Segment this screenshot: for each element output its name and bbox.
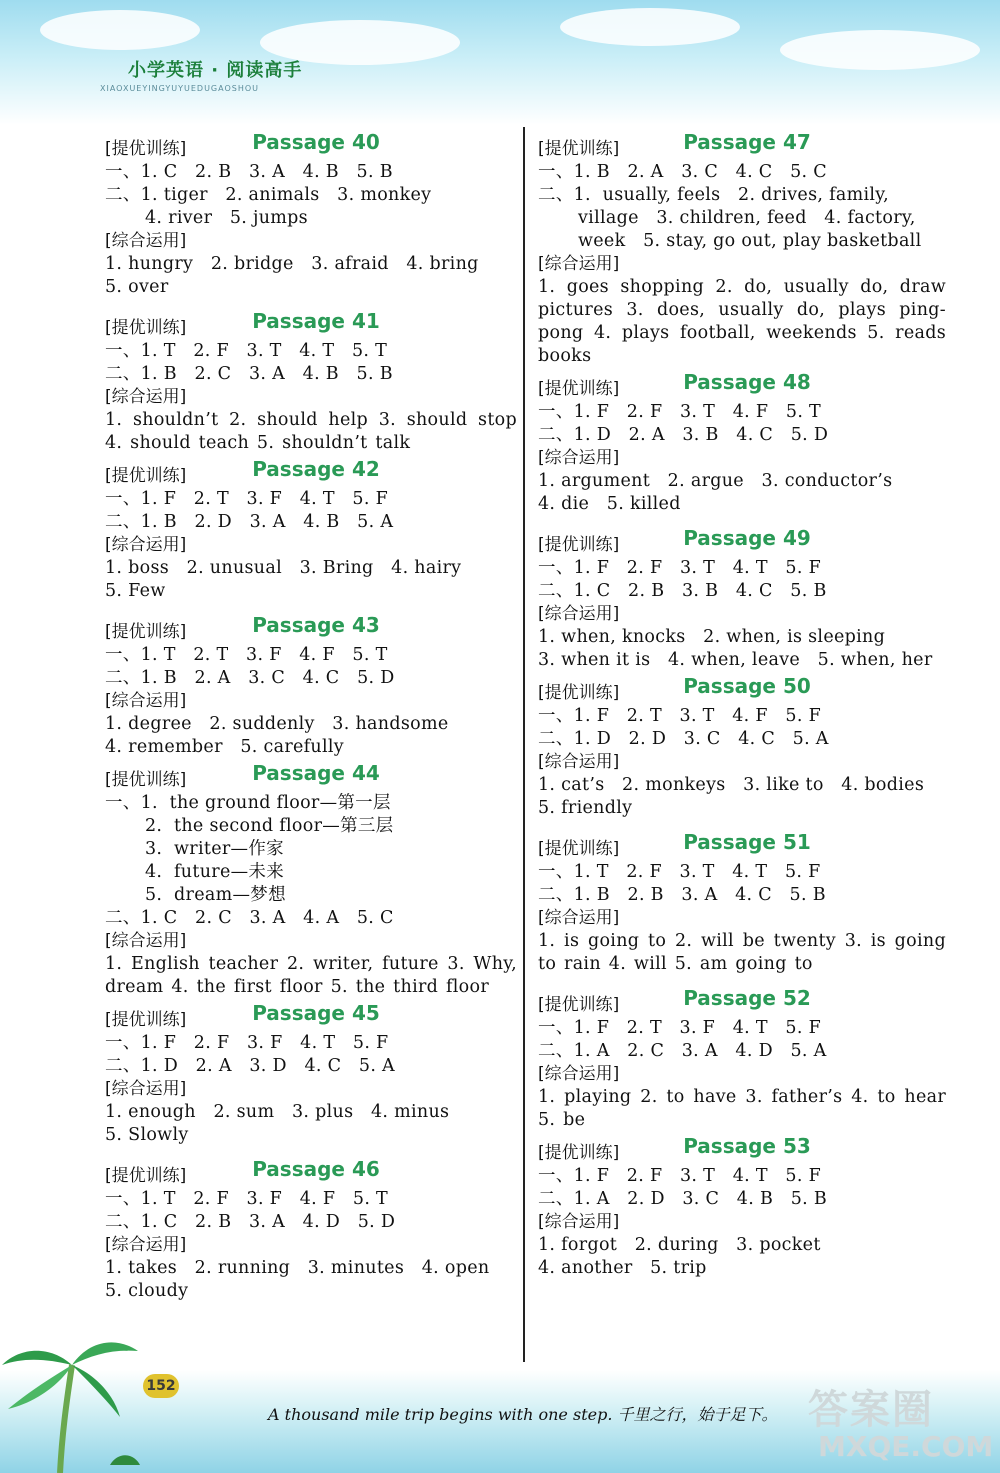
answer-line: 二、1. D 2. A 3. B 4. C 5. D [538, 425, 829, 445]
training-label: [提优训练] [105, 622, 187, 642]
passage-title: Passage 49 [683, 526, 811, 550]
passage-42 [105, 455, 517, 603]
training-label: [提优训练] [105, 1166, 187, 1186]
training-label: [提优训练] [105, 139, 187, 159]
passage-title: Passage 52 [683, 986, 811, 1010]
answer-line: 4. another 5. trip [538, 1258, 707, 1278]
training-label: [提优训练] [538, 379, 620, 399]
answer-line: 1. cat’s 2. monkeys 3. like to 4. bodies [538, 775, 925, 795]
application-label: [综合运用] [105, 231, 187, 251]
answer-line: 一、1. B 2. A 3. C 4. C 5. C [538, 162, 827, 182]
answer-line: 4. river 5. jumps [145, 208, 308, 228]
answer-line: 1. goes shopping 2. do, usually do, draw pictures 3. does, usually do, plays ping-pong 4. plays football, weekends 5. reads books [538, 277, 946, 366]
application-label: [综合运用] [538, 1064, 620, 1084]
answer-line: 一、1. T 2. F 3. F 4. F 5. T [105, 1189, 389, 1209]
answer-line: 5. dream—梦想 [145, 885, 286, 905]
training-label: [提优训练] [105, 318, 187, 338]
answer-line: 1. degree 2. suddenly 3. handsome [105, 714, 449, 734]
application-label: [综合运用] [105, 535, 187, 555]
answer-line: 一、1. F 2. F 3. T 4. T 5. F [538, 1166, 822, 1186]
answer-line: 二、1. B 2. A 3. C 4. C 5. D [105, 668, 395, 688]
answer-line: 一、1. F 2. F 3. T 4. F 5. T [538, 402, 822, 422]
passage-53 [538, 1132, 946, 1280]
passage-title: Passage 43 [252, 613, 380, 637]
page-number: 152 [143, 1374, 179, 1398]
training-label: [提优训练] [538, 1143, 620, 1163]
answer-line: 5. Slowly [105, 1125, 189, 1145]
application-label: [综合运用] [105, 931, 187, 951]
book-brand-title: 小学英语 · 阅读高手 [128, 60, 303, 81]
training-label: [提优训练] [105, 1010, 187, 1030]
right-column [538, 128, 946, 1280]
answer-line: 1. hungry 2. bridge 3. afraid 4. bring [105, 254, 479, 274]
answer-line: village 3. children, feed 4. factory, [578, 208, 916, 228]
answer-line: 1. is going to 2. will be twenty 3. is going to rain 4. will 5. am going to [538, 931, 946, 974]
answer-line: 二、1. usually, feels 2. drives, family, [538, 185, 890, 205]
passage-46 [105, 1155, 517, 1303]
passage-43 [105, 611, 517, 759]
watermark-logo: 答案圈 [808, 1387, 934, 1433]
application-label: [综合运用] [538, 448, 620, 468]
application-label: [综合运用] [105, 1235, 187, 1255]
application-label: [综合运用] [538, 752, 620, 772]
answer-line: 1. shouldn’t 2. should help 3. should stop 4. should teach 5. shouldn’t talk [105, 410, 517, 453]
answer-line: 1. takes 2. running 3. minutes 4. open [105, 1258, 490, 1278]
passage-47 [538, 128, 946, 368]
answer-line: 一、1. F 2. T 3. F 4. T 5. F [538, 1018, 822, 1038]
answer-line: 二、1. C 2. C 3. A 4. A 5. C [105, 908, 394, 928]
answer-line: 2. the second floor—第三层 [145, 816, 394, 836]
passage-title: Passage 40 [252, 130, 380, 154]
passage-44 [105, 759, 517, 999]
answer-line: 二、1. B 2. C 3. A 4. B 5. B [105, 364, 393, 384]
answer-line: week 5. stay, go out, play basketball [578, 231, 922, 251]
training-label: [提优训练] [538, 683, 620, 703]
answer-line: 5. Few [105, 581, 166, 601]
application-label: [综合运用] [538, 254, 620, 274]
watermark-url: MXQE.COM [818, 1430, 994, 1463]
passage-title: Passage 50 [683, 674, 811, 698]
book-brand-pinyin: XIAOXUEYINGYUYUEDUGAOSHOU [100, 84, 260, 93]
answer-line: 1. forgot 2. during 3. pocket [538, 1235, 821, 1255]
answer-line: 3. when it is 4. when, leave 5. when, her [538, 650, 933, 670]
answer-line: 一、1. C 2. B 3. A 4. B 5. B [105, 162, 393, 182]
answer-line: 一、1. T 2. T 3. F 4. F 5. T [105, 645, 388, 665]
passage-title: Passage 47 [683, 130, 811, 154]
answer-line: 二、1. B 2. D 3. A 4. B 5. A [105, 512, 394, 532]
application-label: [综合运用] [105, 1079, 187, 1099]
answer-line: 1. boss 2. unusual 3. Bring 4. hairy [105, 558, 462, 578]
answer-line: 二、1. D 2. A 3. D 4. C 5. A [105, 1056, 395, 1076]
answer-line: 一、1. F 2. F 3. F 4. T 5. F [105, 1033, 389, 1053]
passage-41 [105, 307, 517, 455]
answer-line: 二、1. A 2. C 3. A 4. D 5. A [538, 1041, 827, 1061]
answer-line: 1. playing 2. to have 3. father’s 4. to hear 5. be [538, 1087, 946, 1130]
answer-line: 3. writer—作家 [145, 839, 284, 859]
column-divider [523, 127, 525, 1362]
answer-line: 二、1. tiger 2. animals 3. monkey [105, 185, 432, 205]
passage-40 [105, 128, 517, 299]
training-label: [提优训练] [105, 466, 187, 486]
left-column [105, 128, 517, 1303]
passage-45 [105, 999, 517, 1147]
answer-line: 1. English teacher 2. writer, future 3. Why, dream 4. the first floor 5. the third floor [105, 954, 517, 997]
passage-title: Passage 44 [252, 761, 380, 785]
application-label: [综合运用] [538, 908, 620, 928]
answer-line: 1. argument 2. argue 3. conductor’s [538, 471, 893, 491]
answer-line: 一、1. F 2. T 3. T 4. F 5. F [538, 706, 822, 726]
answer-line: 二、1. D 2. D 3. C 4. C 5. A [538, 729, 829, 749]
answer-line: 5. friendly [538, 798, 633, 818]
training-label: [提优训练] [538, 535, 620, 555]
passage-title: Passage 45 [252, 1001, 380, 1025]
application-label: [综合运用] [538, 1212, 620, 1232]
application-label: [综合运用] [105, 691, 187, 711]
answer-line: 二、1. C 2. B 3. B 4. C 5. B [538, 581, 827, 601]
passage-title: Passage 46 [252, 1157, 380, 1181]
answer-line: 1. enough 2. sum 3. plus 4. minus [105, 1102, 450, 1122]
passage-title: Passage 53 [683, 1134, 811, 1158]
answer-line: 4. remember 5. carefully [105, 737, 344, 757]
application-label: [综合运用] [105, 387, 187, 407]
passage-51 [538, 828, 946, 976]
answer-line: 1. when, knocks 2. when, is sleeping [538, 627, 886, 647]
passage-title: Passage 51 [683, 830, 811, 854]
answer-line: 一、1. the ground floor—第一层 [105, 793, 391, 813]
passage-48 [538, 368, 946, 516]
footer-motto: A thousand mile trip begins with one step. 千里之行，始于足下。 [268, 1405, 778, 1424]
passage-title: Passage 42 [252, 457, 380, 481]
passage-title: Passage 41 [252, 309, 380, 333]
passage-50 [538, 672, 946, 820]
passage-52 [538, 984, 946, 1132]
answer-line: 二、1. A 2. D 3. C 4. B 5. B [538, 1189, 828, 1209]
answer-line: 一、1. F 2. F 3. T 4. T 5. F [538, 558, 822, 578]
palm-tree-icon [0, 1325, 140, 1473]
training-label: [提优训练] [105, 770, 187, 790]
passage-49 [538, 524, 946, 672]
answer-line: 二、1. B 2. B 3. A 4. C 5. B [538, 885, 826, 905]
passage-title: Passage 48 [683, 370, 811, 394]
answer-line: 5. over [105, 277, 169, 297]
answer-line: 二、1. C 2. B 3. A 4. D 5. D [105, 1212, 396, 1232]
answer-line: 4. future—未来 [145, 862, 284, 882]
answer-line: 5. cloudy [105, 1281, 189, 1301]
training-label: [提优训练] [538, 839, 620, 859]
training-label: [提优训练] [538, 995, 620, 1015]
training-label: [提优训练] [538, 139, 620, 159]
answer-line: 4. die 5. killed [538, 494, 681, 514]
answer-line: 一、1. F 2. T 3. F 4. T 5. F [105, 489, 389, 509]
answer-line: 一、1. T 2. F 3. T 4. T 5. F [538, 862, 821, 882]
application-label: [综合运用] [538, 604, 620, 624]
answer-line: 一、1. T 2. F 3. T 4. T 5. T [105, 341, 388, 361]
